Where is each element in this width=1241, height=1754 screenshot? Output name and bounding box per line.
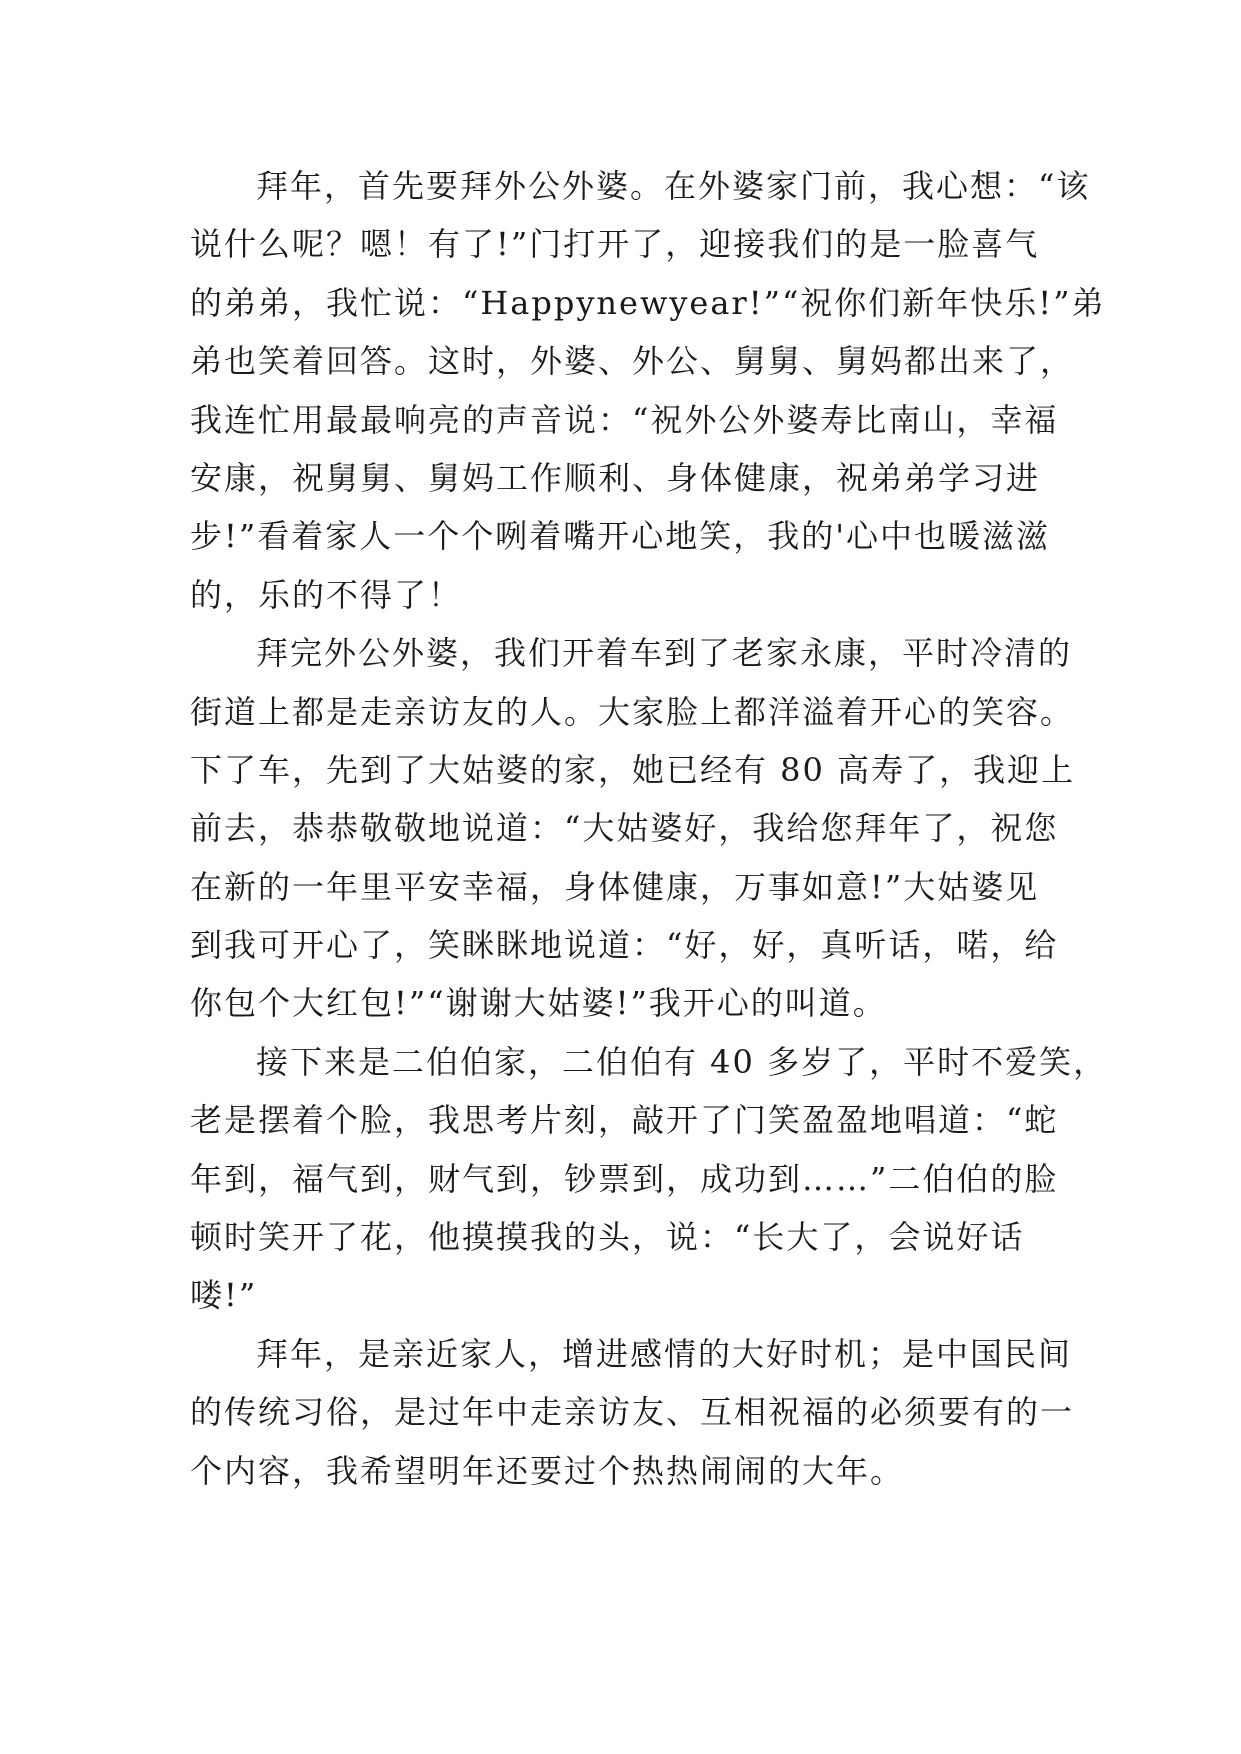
text-line: 年到，福气到，财气到，钞票到，成功到……”二伯伯的脸 xyxy=(190,1159,1059,1198)
text-line: 的弟弟，我忙说：“Happynewyear!”“祝你们新年快乐!”弟 xyxy=(190,283,1106,322)
paragraph-3 xyxy=(190,1033,1108,1325)
paragraph-4 xyxy=(190,1325,1075,1500)
text-line: 拜完外公外婆，我们开着车到了老家永康，平时冷清的 xyxy=(256,634,1073,673)
paragraph-1 xyxy=(190,157,1106,624)
text-line: 接下来是二伯伯家，二伯伯有 40 多岁了，平时不爱笑， xyxy=(256,1042,1108,1081)
text-line: 的传统习俗，是过年中走亲访友、互相祝福的必须要有的一 xyxy=(190,1393,1075,1432)
text-line: 安康，祝舅舅、舅妈工作顺利、身体健康，祝弟弟学习进 xyxy=(190,458,1041,497)
text-line: 老是摆着个脸，我思考片刻，敲开了门笑盈盈地唱道：“蛇 xyxy=(190,1101,1059,1140)
text-line: 喽!” xyxy=(190,1276,258,1315)
text-line: 弟也笑着回答。这时，外婆、外公、舅舅、舅妈都出来了， xyxy=(190,342,1075,381)
text-line: 说什么呢？嗯！有了!”门打开了，迎接我们的是一脸喜气 xyxy=(190,225,1040,264)
text-line: 顿时笑开了花，他摸摸我的头，说：“长大了，会说好话 xyxy=(190,1218,1025,1257)
text-line: 的，乐的不得了！ xyxy=(190,575,463,614)
paragraph-2 xyxy=(190,624,1076,1033)
text-line: 我连忙用最最响亮的声音说：“祝外公外婆寿比南山，幸福 xyxy=(190,400,1059,439)
text-line: 你包个大红包!”“谢谢大姑婆!”我开心的叫道。 xyxy=(190,984,887,1023)
text-line: 拜年，首先要拜外公外婆。在外婆家门前，我心想：“该 xyxy=(256,167,1091,205)
text-line: 下了车，先到了大姑婆的家，她已经有 80 高寿了，我迎上 xyxy=(190,750,1076,789)
text-line: 拜年，是亲近家人，增进感情的大好时机；是中国民间 xyxy=(256,1334,1073,1373)
text-line: 个内容，我希望明年还要过个热热闹闹的大年。 xyxy=(190,1451,905,1490)
essay-body xyxy=(190,157,1108,1500)
text-line: 在新的一年里平安幸福，身体健康，万事如意!”大姑婆见 xyxy=(190,867,1040,906)
text-line: 前去，恭恭敬敬地说道：“大姑婆好，我给您拜年了，祝您 xyxy=(190,809,1059,848)
text-line: 步!”看着家人一个个咧着嘴开心地笑，我的'心中也暖滋滋 xyxy=(190,517,1051,556)
text-line: 到我可开心了，笑眯眯地说道：“好，好，真听话，喏，给 xyxy=(190,926,1059,965)
text-line: 街道上都是走亲访友的人。大家脸上都洋溢着开心的笑容。 xyxy=(190,692,1075,731)
